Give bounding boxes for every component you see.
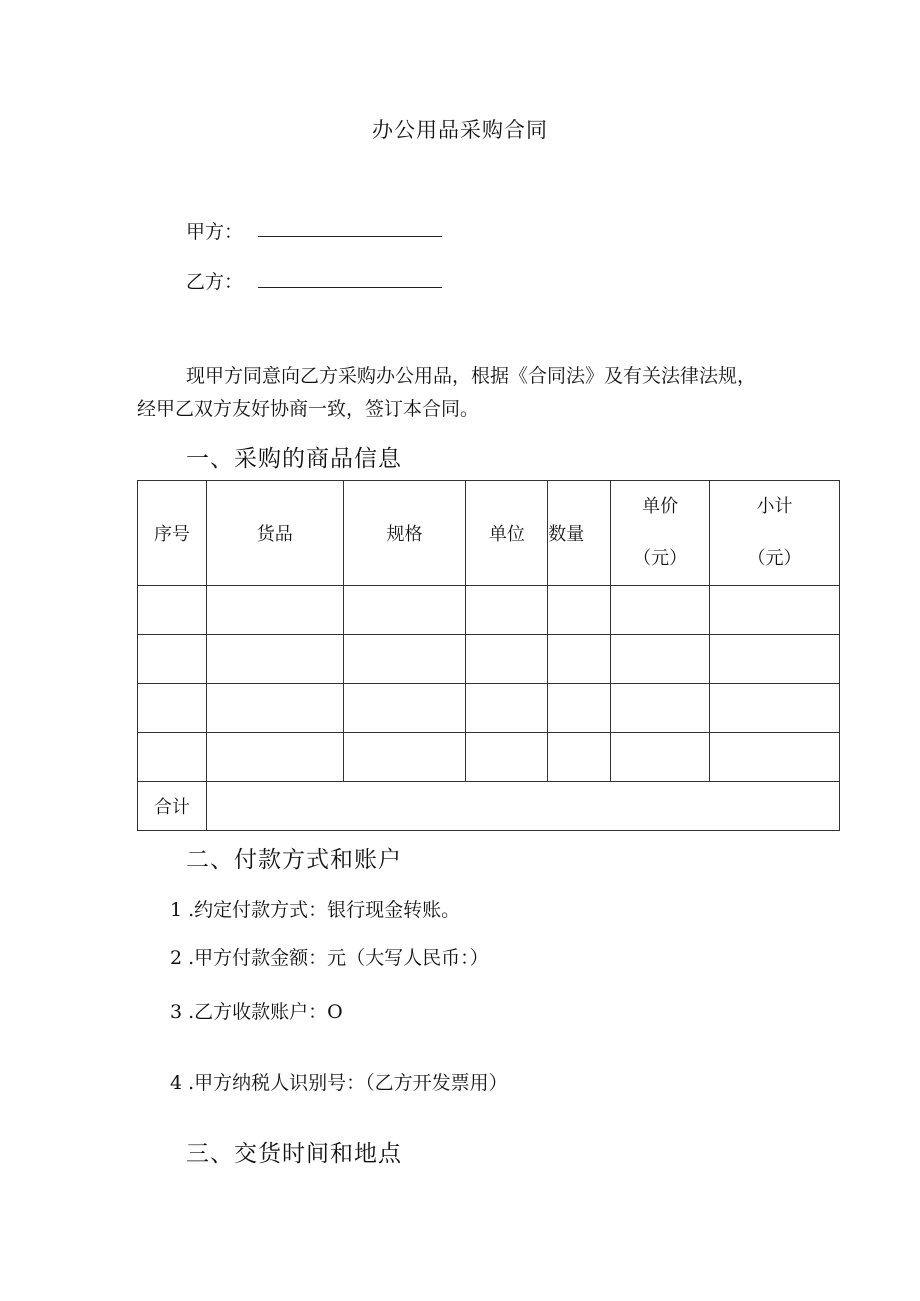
table-cell (710, 635, 840, 684)
party-b-blank-line (258, 287, 442, 288)
payment-item-1: 1 .约定付款方式：银行现金转账。 (170, 899, 461, 921)
total-value-cell (206, 782, 839, 831)
table-cell (466, 586, 548, 635)
table-cell (206, 635, 343, 684)
table-cell (466, 684, 548, 733)
intro-paragraph-line2: 经甲乙双方友好协商一致，签订本合同。 (137, 398, 480, 420)
table-cell (343, 684, 466, 733)
table-cell (548, 586, 611, 635)
section1-heading: 一、采购的商品信息 (186, 446, 402, 472)
goods-table (137, 480, 840, 831)
table-cell (548, 684, 611, 733)
table-cell (206, 586, 343, 635)
header-unit: 单位 (466, 481, 548, 586)
table-row (138, 586, 840, 635)
header-goods: 货品 (206, 481, 343, 586)
header-unit-price-unit: （元） (633, 548, 688, 569)
header-subtotal (710, 481, 840, 586)
section2-heading: 二、付款方式和账户 (186, 847, 402, 873)
header-subtotal-unit: （元） (747, 548, 802, 569)
table-cell (710, 733, 840, 782)
table-cell (611, 684, 710, 733)
payment-item-4: 4 .甲方纳税人识别号：（乙方开发票用） (170, 1072, 508, 1094)
table-cell (710, 684, 840, 733)
header-subtotal-label: 小计 (756, 496, 793, 517)
section3-heading: 三、交货时间和地点 (186, 1141, 402, 1167)
payment-item-3: 3 .乙方收款账户：O (170, 1001, 343, 1023)
table-header-row (138, 481, 840, 586)
table-row (138, 684, 840, 733)
table-cell (206, 684, 343, 733)
table-cell (343, 635, 466, 684)
table-cell (548, 733, 611, 782)
table-row (138, 635, 840, 684)
table-cell (138, 684, 207, 733)
header-unit-price-label: 单价 (642, 496, 679, 517)
table-cell (206, 733, 343, 782)
party-a-label: 甲方： (186, 221, 244, 243)
table-cell (611, 586, 710, 635)
total-label: 合计 (138, 782, 207, 831)
table-cell (138, 586, 207, 635)
header-seq: 序号 (138, 481, 207, 586)
header-spec: 规格 (343, 481, 466, 586)
table-cell (343, 733, 466, 782)
table-cell (138, 635, 207, 684)
table-cell (548, 635, 611, 684)
party-a-blank-line (258, 236, 442, 237)
table-cell (611, 635, 710, 684)
table-cell (343, 586, 466, 635)
header-qty: 数量 (548, 481, 611, 586)
table-row (138, 733, 840, 782)
payment-item-2: 2 .甲方付款金额：元（大写人民币：） (170, 947, 489, 969)
table-cell (466, 635, 548, 684)
header-unit-price (611, 481, 710, 586)
table-cell (466, 733, 548, 782)
party-b-label: 乙方： (186, 271, 244, 293)
table-cell (710, 586, 840, 635)
table-total-row (138, 782, 840, 831)
document-title: 办公用品采购合同 (372, 118, 548, 142)
intro-paragraph-line1: 现甲方同意向乙方采购办公用品，根据《合同法》及有关法律法规， (186, 365, 757, 387)
table-cell (138, 733, 207, 782)
table-cell (611, 733, 710, 782)
